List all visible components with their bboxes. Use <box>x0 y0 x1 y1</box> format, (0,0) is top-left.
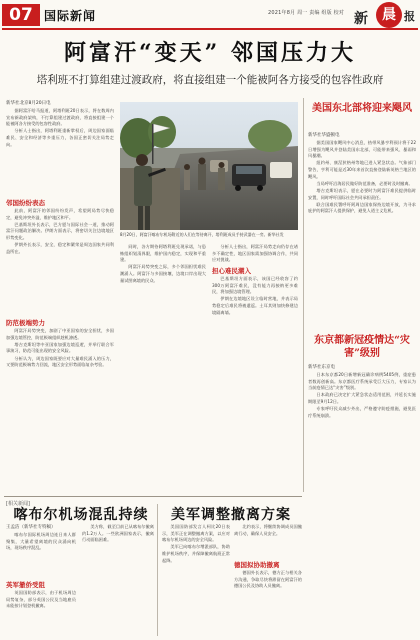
paragraph: 联合国难民署呼吁阿周边国家保持边境开放，为寻求庇护的阿富汗人提供保护，避免人道主义危机。 <box>308 201 416 214</box>
lead-byline: 新华社北京8月20日电 <box>6 101 51 106</box>
bottom-left-col1b <box>6 590 76 636</box>
paragraph: 巴基斯坦方面表示，该国已经收容了约300万阿富汗难民，没有能力再接纳更多难民，将加强边境管理。 <box>212 276 298 295</box>
subsection-title: 邻国纷纷表态 <box>6 199 45 207</box>
paragraph: 塔吉克斯坦表示，愿在必要时为阿富汗难民提供临时安置，同时呼吁国际社会共同承担责任。 <box>308 187 416 200</box>
paragraph: 阿富汗局势突变，加剧了中亚国家的安全担忧，多国加强边境管控，防范极端组织趁机渗透。 <box>6 328 114 340</box>
bottom-right-subtitle: 德国拟协助撤离 <box>234 561 280 569</box>
lead-headline: 阿富汗“变天” 邻国压力大 <box>64 40 356 66</box>
sidebar-story1-body <box>308 140 416 326</box>
related-news-tag: [相关新闻] <box>6 501 30 507</box>
photo-caption: 8月20日，阿富汗喀布尔机场附近的人们在等待离开，塔利班成员手持武器在一旁。新华社发 <box>120 232 284 237</box>
column-divider <box>303 98 304 492</box>
paragraph: 此前，阿富汗的邻国纷纷发声，希望阿局势尽快稳定，避免冲突外溢，维护地区和平。 <box>6 208 114 220</box>
bottom-right-col1 <box>162 524 230 636</box>
paragraph: 巴基斯坦外长表示，巴方愿与国际社会一道，推动阿富汗问题政治解决。伊朗方面表示，将密切关注边境地区形势变化。 <box>6 221 114 240</box>
lead-column-1 <box>6 108 114 196</box>
paragraph: 北约表示，将继续协调成员国撤离行动，确保人员安全。 <box>234 524 302 536</box>
logo-text-left: 新 <box>354 11 368 27</box>
lead-column-1b <box>6 208 114 314</box>
page-header <box>0 0 420 34</box>
paragraph: 美军已向喀布尔增派部队，协助维护机场秩序，并保障撤离航班正常起降。 <box>162 544 230 563</box>
paragraph: 据阿富汗哈马报道，阿塔利班20日表示，将在数周内宣布新政府架构，不打算组建过渡政府，将直接组建一个能被阿各方接受的包容性政府。 <box>6 108 114 127</box>
column-divider <box>157 504 158 636</box>
header-rule <box>2 28 418 30</box>
paragraph: 伊朗外长表示，安全，稳定和繁荣是周边国家共同利益所在。 <box>6 242 114 254</box>
lead-column-3-top <box>212 244 298 264</box>
paragraph: 伊朗在边境地区设立临时营地，并表示局势稳定后难民将被遣返。土耳其则加快修建边境隔离墙。 <box>212 296 298 315</box>
bottom-right-col2-top <box>234 524 302 558</box>
paragraph: 分析认为，周边国家既要应对大量难民涌入的压力，又要防范极端势力回流，地区安全形势面临复杂考验。 <box>6 355 114 368</box>
paragraph: 美国国防部发言人柯比20日表示，美军正在调整撤离方案，以应对喀布尔机场周边的安全风险。 <box>162 524 230 543</box>
paragraph: 阿富汗局势突变之际，多个邻国担忧难民潮涌入。阿富汗与多国接壤，边境口岸出现大量试图离境的民众。 <box>120 264 206 283</box>
bottom-left-col2 <box>82 524 154 636</box>
sidebar-story2-title: 东京都新冠疫情达“灾害”级别 <box>314 335 410 359</box>
paragraph: 日本政府已决定扩大紧急状态适用范围，并延长实施期限至9月12日。 <box>308 392 416 404</box>
logo-text-right: 报 <box>404 10 415 23</box>
paragraph: 德国外长表示，德方正与相关各方沟通，争取尽快将滞留在阿富汗的德国公民及协助人员撤离。 <box>234 570 302 589</box>
lead-column-2 <box>120 244 206 494</box>
bottom-right-headline: 美军调整撤离方案 <box>171 507 291 523</box>
kabul-street-photo <box>120 102 298 230</box>
lead-photo <box>120 102 298 230</box>
paragraph: 纽约州、康涅狄格州等地已进入紧急状态。气象部门警告，亨利可能是近30年来首次直接登陆新英格兰地区的飓风。 <box>308 160 416 179</box>
paragraph: 当局呼吁沿海居民做好防范准备，必要时及时撤离。 <box>316 180 413 186</box>
bottom-left-byline: 王孟洁（新华社专特稿） <box>6 525 56 530</box>
sidebar-story1-title: 美国东北部将迎来飓风 <box>312 103 412 114</box>
paragraph: 专家呼吁民众减少外出，严格遵守防疫措施，避免医疗系统崩溃。 <box>308 406 416 418</box>
paragraph: 美方称，截至目前已从喀布尔撤离约1.2万人。一些欧洲国家表示，撤离行动面临困难。 <box>82 524 154 543</box>
lead-column-3 <box>212 276 298 494</box>
sidebar-story2-byline: 新华社东京电 <box>308 365 335 370</box>
page-number: 07 <box>2 4 40 26</box>
sidebar-story2-body <box>308 372 416 636</box>
paragraph: 分析人士指出，阿富汗局势走向仍存在诸多不确定性，地区国家需加强协调合作，共同应对挑战。 <box>212 244 298 263</box>
paragraph: 据美国国家飓风中心消息，热带风暴亨利预计将于22日增强为飓风并登陆美国东北部，可能带来强风、暴雨和风暴潮。 <box>308 140 416 159</box>
paragraph: 分析人士指出，阿塔利班重新掌权后，周边国家面临难民、安全和经济等多重压力，各国正密切关注局势走向。 <box>6 128 114 147</box>
paragraph: 同时，各方期待阿塔利班兑现承诺，与恐怖组织划清界限，维护国内稳定，实现和平重建。 <box>120 244 206 263</box>
subsection-title: 防范极端势力 <box>6 319 45 327</box>
paragraph: 日本东京都20日新增新冠确诊病例5405例，重症患者数再创新高。东京都医疗系统承受巨大压力，专家认为当前疫情已达“灾害”级别。 <box>308 372 416 391</box>
bottom-left-headline: 喀布尔机场混乱持续 <box>13 507 149 523</box>
dateline: 2021年8月 周一 责编 组版 校对 <box>268 10 345 16</box>
paragraph: 英国国防部表示，由于机场周边局势复杂，部分英国公民及当地雇员未能按计划登机撤离。 <box>6 590 76 609</box>
lead-subheadline: 塔利班不打算组建过渡政府，将直接组建一个能被阿各方接受的包容性政府 <box>36 74 384 86</box>
section-rule <box>4 496 302 497</box>
bottom-left-subtitle: 英军撤侨受阻 <box>6 581 45 589</box>
newspaper-logo <box>352 2 418 26</box>
logo-circle: 晨 <box>376 2 402 28</box>
subsection-title: 担心难民潮入 <box>212 267 251 275</box>
lead-column-1c <box>6 328 114 490</box>
paragraph: 塔吉克斯坦等中亚国家加强边境巡逻，并举行联合军事演习，防范可能出现的安全风险。 <box>6 341 114 354</box>
bottom-right-col2 <box>234 570 302 636</box>
paragraph: 喀布尔国际机场周边连日来人群聚集，大量希望离境的民众涌向机场，现场秩序混乱。 <box>6 532 76 551</box>
sidebar-story1-byline: 新华社华盛顿电 <box>308 133 340 138</box>
section-title: 国际新闻 <box>44 9 97 23</box>
